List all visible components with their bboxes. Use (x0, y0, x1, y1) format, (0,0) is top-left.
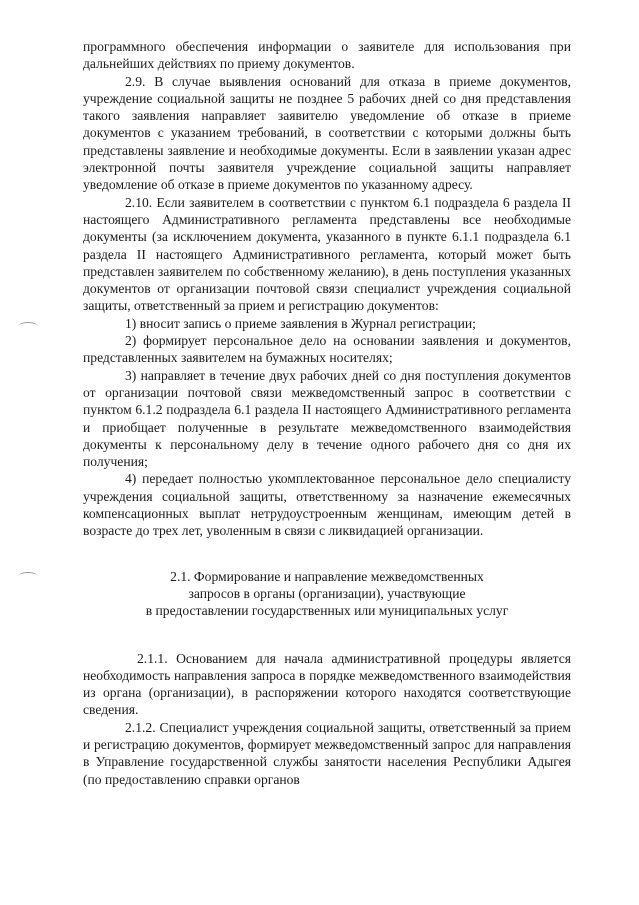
paragraph-2-1-2: 2.1.2. Специалист учреждения социальной защиты, ответственный за прием и регистрацию документов, формирует межведомственный запрос для направления в Управление государственной службы занятости населения Республики Адыгея (по предоставлению справки органов (83, 719, 571, 787)
list-item-2: 2) формирует персональное дело на основании заявления и документов, представленных заявителем на бумажных носителях; (83, 333, 571, 366)
hole-punch-mark-bottom (18, 572, 38, 581)
section-heading-line-3: в предоставлении государственных или муниципальных услуг (145, 603, 509, 619)
paragraph-2-9: 2.9. В случае выявления оснований для отказа в приеме документов, учреждение социальной защиты не позднее 5 рабочих дней со дня представления такого заявления направляет заявителю уведомление об отказе в приеме документов с указанием требований, в соответствии с которыми должны быть представлены заявление и необходимые документы. Если в заявлении указан адрес электронной почты заявителя учреждение социальной защиты направляет уведомление об отказе в приеме документов по указанному адресу. (83, 73, 571, 193)
list-item-4: 4) передает полностью укомплектованное персональное дело специалисту учреждения социальной защиты, ответственному за назначение ежемесячных компенсационных выплат нетрудоустроенным женщинам, имеющим детей в возрасте до трех лет, уволенным в связи с ликвидацией организации. (83, 471, 571, 539)
paragraph-2-10: 2.10. Если заявителем в соответствии с пунктом 6.1 подраздела 6 раздела II настоящего Административного регламента представлены все необходимые документы (за исключением документа, указанного в пункте 6.1.1 подраздела 6.1 раздела II настоящего Административного регламента, который может быть представлен заявителем по собственному желанию), в день поступления указанных документов от организации почтовой связи специалист учреждения социальной защиты, ответственный за прием и регистрацию документов: (83, 194, 571, 314)
section-heading (83, 568, 571, 620)
section-heading-line-2: запросов в органы (организации), участвующие (188, 585, 466, 601)
section-heading-line-1: 2.1. Формирование и направление межведомственных (170, 568, 484, 584)
hole-punch-mark-top (18, 322, 38, 331)
list-item-1: 1) вносит запись о приеме заявления в Журнал регистрации; (125, 315, 476, 331)
paragraph-continuation: программного обеспечения информации о заявителе для использования при дальнейших действиях по приему документов. (83, 39, 571, 72)
document-page (83, 38, 571, 788)
paragraph-2-1-1: 2.1.1. Основанием для начала административной процедуры является необходимость направления запроса в порядке межведомственного взаимодействия из органа (организации), в распоряжении которого находятся соответствующие сведения. (83, 650, 571, 718)
list-item-3: 3) направляет в течение двух рабочих дней со дня поступления документов от организации почтовой связи межведомственный запрос в соответствии с пунктом 6.1.2 подраздела 6.1 раздела II настоящего Административного регламента и приобщает полученные в результате межведомственного взаимодействия документы к персональному делу в течение одного рабочего дня со дня их получения; (83, 367, 571, 470)
